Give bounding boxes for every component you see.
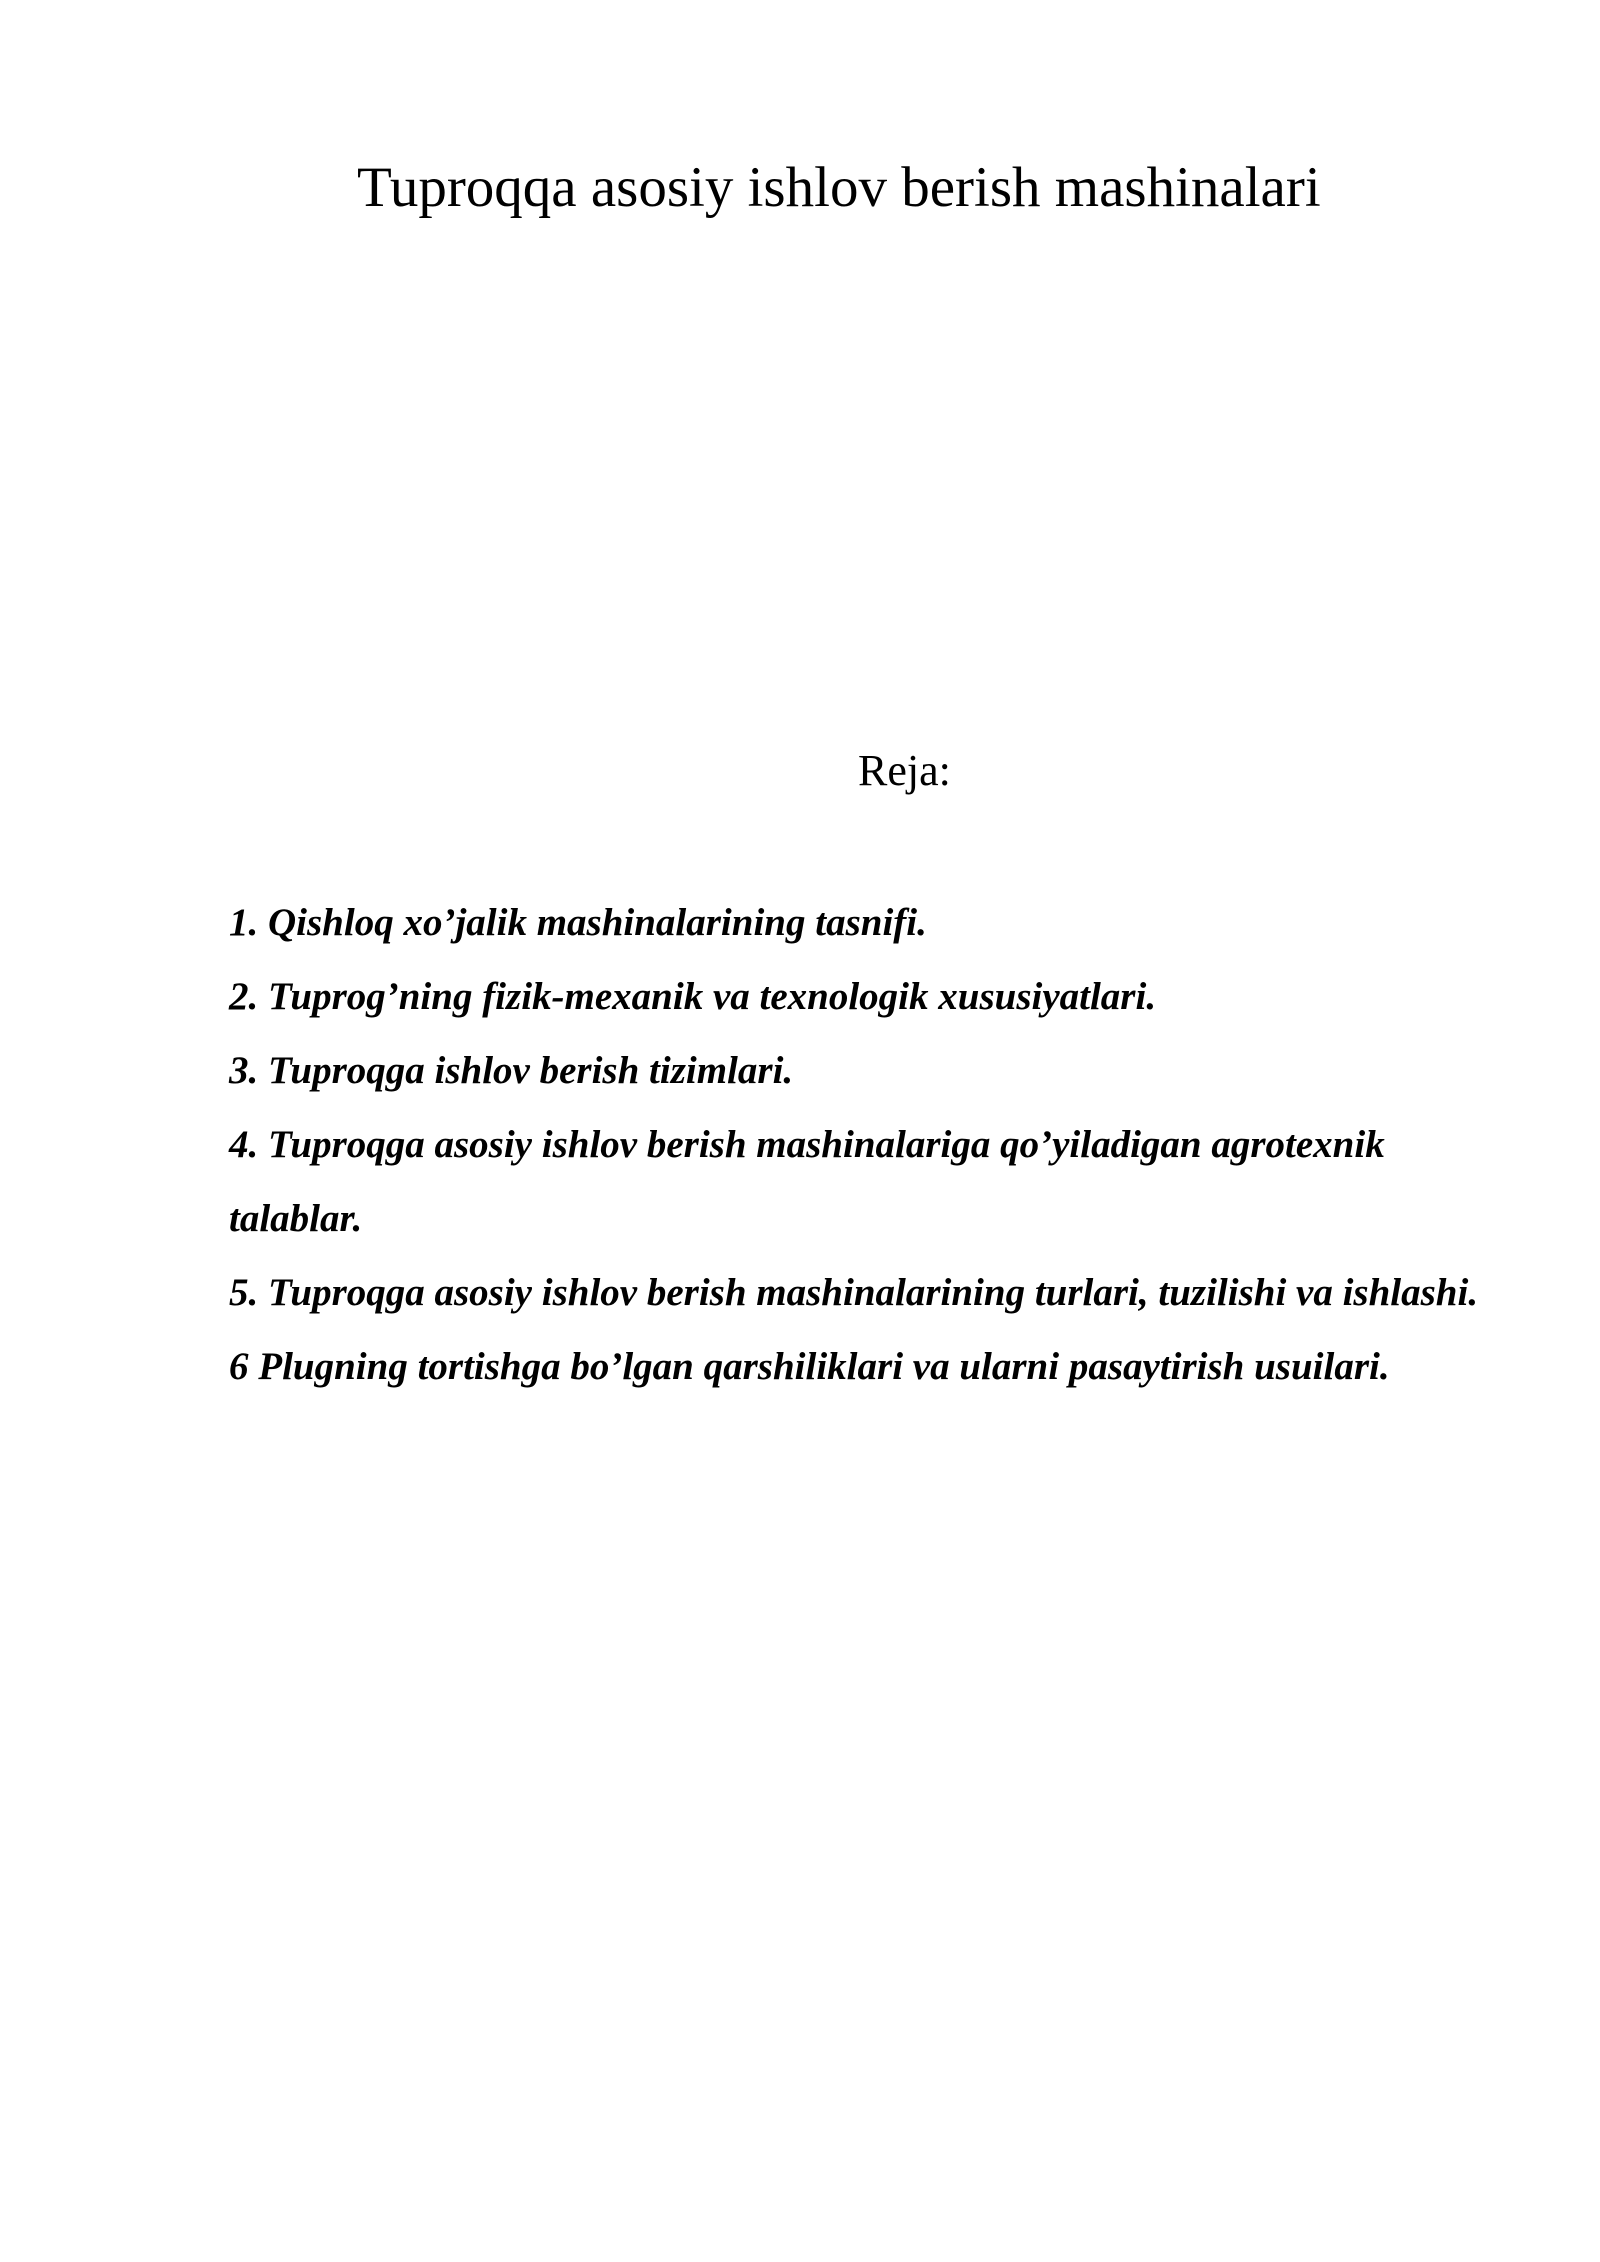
plan-item-3: 3. Tuproqga ishlov berish tizimlari.	[229, 1049, 794, 1092]
plan-item-5: 5. Tuproqga asosiy ishlov berish mashinalarining turlari, tuzilishi va ishlashi.	[229, 1271, 1479, 1314]
plan-list	[229, 886, 1489, 1404]
plan-item-6: 6 Plugning tortishga bo’lgan qarshiliklari va ularni pasaytirish usuilari.	[229, 1345, 1390, 1388]
plan-item-1: 1. Qishloq xo’jalik mashinalarining tasnifi.	[229, 901, 927, 944]
document-title: Tuproqqa asosiy ishlov berish mashinalari	[357, 156, 1321, 219]
plan-item-4: 4. Tuproqga asosiy ishlov berish mashinalariga qo’yiladigan agrotexnik talablar.	[229, 1123, 1385, 1240]
plan-item-2: 2. Tuprog’ning fizik-mexanik va texnologik xususiyatlari.	[229, 975, 1157, 1018]
plan-heading: Reja:	[858, 746, 951, 795]
